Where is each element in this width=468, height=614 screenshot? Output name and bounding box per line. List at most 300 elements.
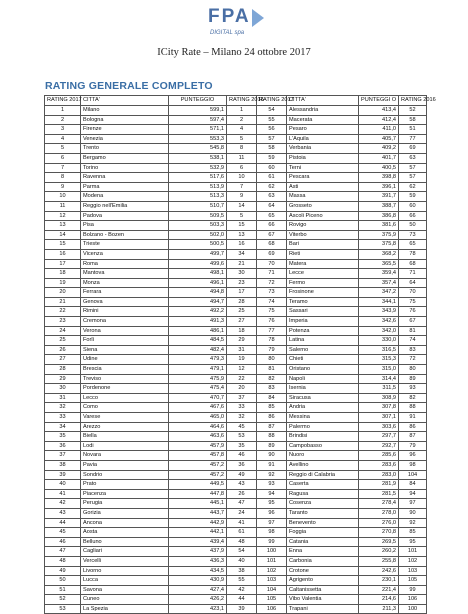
city-cell: Massa <box>287 192 359 202</box>
score-cell: 303,6 <box>359 422 399 432</box>
score-cell: 316,5 <box>359 345 399 355</box>
score-cell: 502,0 <box>169 230 227 240</box>
city-cell: Matera <box>287 259 359 269</box>
table-row <box>45 134 427 144</box>
rating-2016-cell: 5 <box>227 211 257 221</box>
rating-2016-cell: 92 <box>399 518 427 528</box>
rating-2016-cell: 98 <box>399 460 427 470</box>
score-cell: 571,1 <box>169 125 227 135</box>
rating-2016-cell: 52 <box>399 106 427 116</box>
rating-2017-cell: 6 <box>45 153 81 163</box>
table-row <box>45 115 427 125</box>
score-cell: 314,4 <box>359 374 399 384</box>
rating-2016-cell: 21 <box>227 259 257 269</box>
score-cell: 375,9 <box>359 230 399 240</box>
rating-2016-cell: 55 <box>227 576 257 586</box>
fpa-logo <box>208 6 268 42</box>
rating-2017-cell: 87 <box>257 422 287 432</box>
table-row <box>45 393 427 403</box>
score-cell: 513,3 <box>169 192 227 202</box>
score-cell: 412,4 <box>359 115 399 125</box>
score-cell: 494,8 <box>169 288 227 298</box>
rating-2016-cell: 59 <box>399 192 427 202</box>
score-cell: 276,0 <box>359 518 399 528</box>
rating-2017-cell: 60 <box>257 163 287 173</box>
score-cell: 347,2 <box>359 288 399 298</box>
score-cell: 484,5 <box>169 336 227 346</box>
table-row <box>45 345 427 355</box>
city-cell: Pistoia <box>287 153 359 163</box>
score-cell: 479,3 <box>169 355 227 365</box>
city-cell: Torino <box>81 163 169 173</box>
city-cell: Udine <box>81 355 169 365</box>
score-cell: 464,6 <box>169 422 227 432</box>
score-cell: 260,2 <box>359 547 399 557</box>
score-cell: 443,7 <box>169 508 227 518</box>
score-cell: 342,0 <box>359 326 399 336</box>
rating-2016-cell: 74 <box>399 336 427 346</box>
score-cell: 214,6 <box>359 595 399 605</box>
table-row <box>45 585 427 595</box>
table-row <box>45 384 427 394</box>
score-cell: 494,7 <box>169 297 227 307</box>
city-cell: Lucca <box>81 576 169 586</box>
score-cell: 491,3 <box>169 317 227 327</box>
rating-2016-cell: 66 <box>399 211 427 221</box>
city-cell: Vibo Valentia <box>287 595 359 605</box>
rating-2017-cell: 31 <box>45 393 81 403</box>
score-cell: 278,0 <box>359 508 399 518</box>
rating-2017-cell: 90 <box>257 451 287 461</box>
rating-2017-cell: 69 <box>257 249 287 259</box>
city-cell: Pisa <box>81 221 169 231</box>
rating-2016-cell: 75 <box>399 297 427 307</box>
score-cell: 538,1 <box>169 153 227 163</box>
rating-2016-cell: 57 <box>399 173 427 183</box>
score-cell: 315,3 <box>359 355 399 365</box>
rating-2017-cell: 80 <box>257 355 287 365</box>
rating-2016-cell: 89 <box>399 374 427 384</box>
score-cell: 532,9 <box>169 163 227 173</box>
rating-2017-cell: 74 <box>257 297 287 307</box>
score-cell: 475,9 <box>169 374 227 384</box>
rating-2016-cell: 106 <box>399 595 427 605</box>
rating-2017-cell: 79 <box>257 345 287 355</box>
city-cell: La Spezia <box>81 604 169 614</box>
header-citta-right: CITTA' <box>287 96 359 106</box>
rating-2017-cell: 7 <box>45 163 81 173</box>
city-cell: Verona <box>81 326 169 336</box>
score-cell: 357,4 <box>359 278 399 288</box>
city-cell: Rimini <box>81 307 169 317</box>
score-cell: 405,7 <box>359 134 399 144</box>
table-row <box>45 403 427 413</box>
city-cell: Varese <box>81 413 169 423</box>
city-cell: Ravenna <box>81 173 169 183</box>
rating-2016-cell: 63 <box>399 153 427 163</box>
rating-2017-cell: 84 <box>257 393 287 403</box>
table-row <box>45 269 427 279</box>
city-cell: Potenza <box>287 326 359 336</box>
score-cell: 270,8 <box>359 528 399 538</box>
table-row <box>45 173 427 183</box>
table-row <box>45 317 427 327</box>
score-cell: 479,1 <box>169 365 227 375</box>
score-cell: 398,8 <box>359 173 399 183</box>
city-cell: Bolzano - Bozen <box>81 230 169 240</box>
rating-2017-cell: 86 <box>257 413 287 423</box>
city-cell: Biella <box>81 432 169 442</box>
rating-2017-cell: 44 <box>45 518 81 528</box>
fpa-logo-subtext: DIGITAL spa <box>210 30 245 36</box>
rating-2017-cell: 29 <box>45 374 81 384</box>
rating-2016-cell: 6 <box>227 163 257 173</box>
table-row <box>45 595 427 605</box>
rating-2017-cell: 28 <box>45 365 81 375</box>
rating-2016-cell: 37 <box>227 393 257 403</box>
score-cell: 401,7 <box>359 153 399 163</box>
rating-2016-cell: 39 <box>227 604 257 614</box>
rating-2017-cell: 63 <box>257 192 287 202</box>
rating-2017-cell: 36 <box>45 441 81 451</box>
rating-2016-cell: 33 <box>227 403 257 413</box>
score-cell: 499,6 <box>169 259 227 269</box>
city-cell: Andria <box>287 403 359 413</box>
rating-2016-cell: 94 <box>399 489 427 499</box>
rating-2017-cell: 65 <box>257 211 287 221</box>
city-cell: Terni <box>287 163 359 173</box>
rating-2017-cell: 50 <box>45 576 81 586</box>
city-cell: Savona <box>81 585 169 595</box>
city-cell: Pordenone <box>81 384 169 394</box>
score-cell: 427,4 <box>169 585 227 595</box>
rating-2017-cell: 33 <box>45 413 81 423</box>
rating-2016-cell: 18 <box>227 326 257 336</box>
rating-2017-cell: 10 <box>45 192 81 202</box>
city-cell: Imperia <box>287 317 359 327</box>
city-cell: Rieti <box>287 249 359 259</box>
table-row <box>45 460 427 470</box>
score-cell: 281,5 <box>359 489 399 499</box>
rating-2016-cell: 97 <box>399 499 427 509</box>
table-row <box>45 432 427 442</box>
table-header-row <box>45 96 427 106</box>
rating-2017-cell: 24 <box>45 326 81 336</box>
table-row <box>45 480 427 490</box>
rating-2016-cell: 78 <box>399 249 427 259</box>
score-cell: 500,5 <box>169 240 227 250</box>
rating-2016-cell: 47 <box>227 499 257 509</box>
rating-table <box>44 95 436 614</box>
rating-2017-cell: 59 <box>257 153 287 163</box>
table-row <box>45 355 427 365</box>
rating-2017-cell: 66 <box>257 221 287 231</box>
rating-2017-cell: 4 <box>45 134 81 144</box>
city-cell: Ferrara <box>81 288 169 298</box>
event-subtitle: ICity Rate – Milano 24 ottobre 2017 <box>157 47 311 58</box>
rating-2016-cell: 41 <box>227 518 257 528</box>
score-cell: 599,1 <box>169 106 227 116</box>
score-cell: 413,4 <box>359 106 399 116</box>
score-cell: 365,5 <box>359 259 399 269</box>
city-cell: Avellino <box>287 460 359 470</box>
city-cell: Genova <box>81 297 169 307</box>
rating-2016-cell: 53 <box>227 432 257 442</box>
rating-2017-cell: 25 <box>45 336 81 346</box>
rating-2016-cell: 87 <box>399 432 427 442</box>
city-cell: Venezia <box>81 134 169 144</box>
rating-2017-cell: 89 <box>257 441 287 451</box>
city-cell: Crotone <box>287 566 359 576</box>
city-cell: Rovigo <box>287 221 359 231</box>
city-cell: Ancona <box>81 518 169 528</box>
rating-2017-cell: 103 <box>257 576 287 586</box>
rating-2017-cell: 83 <box>257 384 287 394</box>
score-cell: 482,4 <box>169 345 227 355</box>
rating-2017-cell: 98 <box>257 528 287 538</box>
rating-2017-cell: 37 <box>45 451 81 461</box>
rating-2017-cell: 1 <box>45 106 81 116</box>
city-cell: Catania <box>287 537 359 547</box>
rating-2017-cell: 40 <box>45 480 81 490</box>
score-cell: 308,9 <box>359 393 399 403</box>
score-cell: 436,3 <box>169 556 227 566</box>
rating-2016-cell: 48 <box>227 537 257 547</box>
table-row <box>45 451 427 461</box>
table-row <box>45 211 427 221</box>
score-cell: 437,9 <box>169 547 227 557</box>
city-cell: Messina <box>287 413 359 423</box>
rating-2016-cell: 12 <box>227 365 257 375</box>
rating-2017-cell: 35 <box>45 432 81 442</box>
rating-2016-cell: 51 <box>399 125 427 135</box>
city-cell: Gorizia <box>81 508 169 518</box>
rating-2016-cell: 1 <box>227 106 257 116</box>
city-cell: Treviso <box>81 374 169 384</box>
rating-2017-cell: 81 <box>257 365 287 375</box>
city-cell: Alessandria <box>287 106 359 116</box>
city-cell: L'Aquila <box>287 134 359 144</box>
logo-arrow-icon <box>252 9 264 27</box>
rating-2017-cell: 3 <box>45 125 81 135</box>
rating-2016-cell: 32 <box>227 413 257 423</box>
city-cell: Firenze <box>81 125 169 135</box>
city-cell: Brindisi <box>287 432 359 442</box>
rating-2017-cell: 88 <box>257 432 287 442</box>
table-row <box>45 221 427 231</box>
rating-2017-cell: 9 <box>45 182 81 192</box>
city-cell: Pavia <box>81 460 169 470</box>
city-cell: Belluno <box>81 537 169 547</box>
rating-2016-cell: 104 <box>399 470 427 480</box>
city-cell: Benevento <box>287 518 359 528</box>
header-rating-2016-right: RATING 2016 <box>399 96 427 106</box>
rating-2016-cell: 8 <box>227 144 257 154</box>
city-cell: Chieti <box>287 355 359 365</box>
score-cell: 381,6 <box>359 221 399 231</box>
rating-2017-cell: 5 <box>45 144 81 154</box>
score-cell: 457,9 <box>169 441 227 451</box>
score-cell: 457,2 <box>169 460 227 470</box>
rating-2017-cell: 52 <box>45 595 81 605</box>
rating-2017-cell: 99 <box>257 537 287 547</box>
rating-2017-cell: 95 <box>257 499 287 509</box>
score-cell: 442,9 <box>169 518 227 528</box>
rating-2017-cell: 53 <box>45 604 81 614</box>
rating-2017-cell: 13 <box>45 221 81 231</box>
rating-2017-cell: 45 <box>45 528 81 538</box>
rating-2016-cell: 70 <box>399 288 427 298</box>
rating-2016-cell: 65 <box>399 240 427 250</box>
rating-2016-cell: 23 <box>227 278 257 288</box>
rating-2017-cell: 48 <box>45 556 81 566</box>
rating-2017-cell: 61 <box>257 173 287 183</box>
rating-2016-cell: 46 <box>227 451 257 461</box>
rating-2017-cell: 21 <box>45 297 81 307</box>
rating-2017-cell: 97 <box>257 518 287 528</box>
rating-2017-cell: 23 <box>45 317 81 327</box>
city-cell: Cuneo <box>81 595 169 605</box>
rating-2016-cell: 58 <box>399 115 427 125</box>
table-row <box>45 259 427 269</box>
score-cell: 344,1 <box>359 297 399 307</box>
fpa-logo-text: FPA <box>208 6 251 27</box>
rating-2017-cell: 82 <box>257 374 287 384</box>
score-cell: 517,6 <box>169 173 227 183</box>
score-cell: 283,0 <box>359 470 399 480</box>
score-cell: 465,0 <box>169 413 227 423</box>
rating-2017-cell: 56 <box>257 125 287 135</box>
score-cell: 242,6 <box>359 566 399 576</box>
table-row <box>45 106 427 116</box>
rating-2017-cell: 67 <box>257 230 287 240</box>
table-row <box>45 278 427 288</box>
rating-2017-cell: 102 <box>257 566 287 576</box>
rating-2016-cell: 28 <box>227 297 257 307</box>
rating-2016-cell: 93 <box>399 384 427 394</box>
score-cell: 503,3 <box>169 221 227 231</box>
city-cell: Teramo <box>287 297 359 307</box>
score-cell: 311,5 <box>359 384 399 394</box>
rating-2017-cell: 75 <box>257 307 287 317</box>
rating-2017-cell: 71 <box>257 269 287 279</box>
rating-2016-cell: 90 <box>399 508 427 518</box>
table-row <box>45 441 427 451</box>
city-cell: Sondrio <box>81 470 169 480</box>
table-row <box>45 374 427 384</box>
score-cell: 307,8 <box>359 403 399 413</box>
rating-2016-cell: 15 <box>227 221 257 231</box>
rating-2016-cell: 62 <box>399 182 427 192</box>
city-cell: Siracusa <box>287 393 359 403</box>
city-cell: Ascoli Piceno <box>287 211 359 221</box>
rating-2016-cell: 36 <box>227 460 257 470</box>
city-cell: Latina <box>287 336 359 346</box>
rating-2017-cell: 16 <box>45 249 81 259</box>
rating-2017-cell: 38 <box>45 460 81 470</box>
score-cell: 509,5 <box>169 211 227 221</box>
rating-2016-cell: 67 <box>399 317 427 327</box>
city-cell: Lodi <box>81 441 169 451</box>
score-cell: 426,2 <box>169 595 227 605</box>
rating-2017-cell: 100 <box>257 547 287 557</box>
rating-2017-cell: 70 <box>257 259 287 269</box>
rating-2016-cell: 100 <box>399 604 427 614</box>
rating-2016-cell: 22 <box>227 374 257 384</box>
rating-2016-cell: 101 <box>399 547 427 557</box>
rating-2017-cell: 94 <box>257 489 287 499</box>
header-rating-2017: RATING 2017 <box>45 96 81 106</box>
city-cell: Agrigento <box>287 576 359 586</box>
table-row <box>45 307 427 317</box>
table-row <box>45 566 427 576</box>
city-cell: Oristano <box>287 365 359 375</box>
table-row <box>45 182 427 192</box>
city-cell: Brescia <box>81 365 169 375</box>
rating-2016-cell: 11 <box>227 153 257 163</box>
city-cell: Vicenza <box>81 249 169 259</box>
header-punteggio-right: PUNTEGGI O <box>359 96 399 106</box>
table-row <box>45 422 427 432</box>
rating-2016-cell: 77 <box>399 134 427 144</box>
rating-2016-cell: 102 <box>399 556 427 566</box>
city-cell: Caltanissetta <box>287 585 359 595</box>
rating-2017-cell: 54 <box>257 106 287 116</box>
rating-2017-cell: 46 <box>45 537 81 547</box>
rating-2016-cell: 13 <box>227 230 257 240</box>
city-cell: Foggia <box>287 528 359 538</box>
score-cell: 269,5 <box>359 537 399 547</box>
city-cell: Bologna <box>81 115 169 125</box>
city-cell: Milano <box>81 106 169 116</box>
rating-2016-cell: 29 <box>227 336 257 346</box>
score-cell: 498,1 <box>169 269 227 279</box>
score-cell: 434,5 <box>169 566 227 576</box>
score-cell: 597,4 <box>169 115 227 125</box>
rating-2016-cell: 30 <box>227 269 257 279</box>
rating-2017-cell: 106 <box>257 604 287 614</box>
city-cell: Salerno <box>287 345 359 355</box>
rating-2017-cell: 78 <box>257 336 287 346</box>
header-rating-2017-right: RATING 2017 <box>257 96 287 106</box>
rating-2016-cell: 27 <box>227 317 257 327</box>
rating-2016-cell: 2 <box>227 115 257 125</box>
rating-2016-cell: 4 <box>227 125 257 135</box>
header-rating-2016: RATING 2016 <box>227 96 257 106</box>
city-cell: Bari <box>287 240 359 250</box>
rating-2017-cell: 101 <box>257 556 287 566</box>
city-cell: Isernia <box>287 384 359 394</box>
rating-2016-cell: 54 <box>227 547 257 557</box>
rating-2017-cell: 32 <box>45 403 81 413</box>
score-cell: 330,0 <box>359 336 399 346</box>
city-cell: Prato <box>81 480 169 490</box>
city-cell: Reggio di Calabria <box>287 470 359 480</box>
city-cell: Mantova <box>81 269 169 279</box>
score-cell: 388,7 <box>359 201 399 211</box>
score-cell: 442,1 <box>169 528 227 538</box>
rating-2016-cell: 7 <box>227 182 257 192</box>
city-cell: Grosseto <box>287 201 359 211</box>
rating-2017-cell: 64 <box>257 201 287 211</box>
city-cell: Trieste <box>81 240 169 250</box>
score-cell: 449,5 <box>169 480 227 490</box>
table-row <box>45 249 427 259</box>
score-cell: 545,8 <box>169 144 227 154</box>
rating-2016-cell: 44 <box>227 595 257 605</box>
score-cell: 439,4 <box>169 537 227 547</box>
rating-2016-cell: 57 <box>399 163 427 173</box>
